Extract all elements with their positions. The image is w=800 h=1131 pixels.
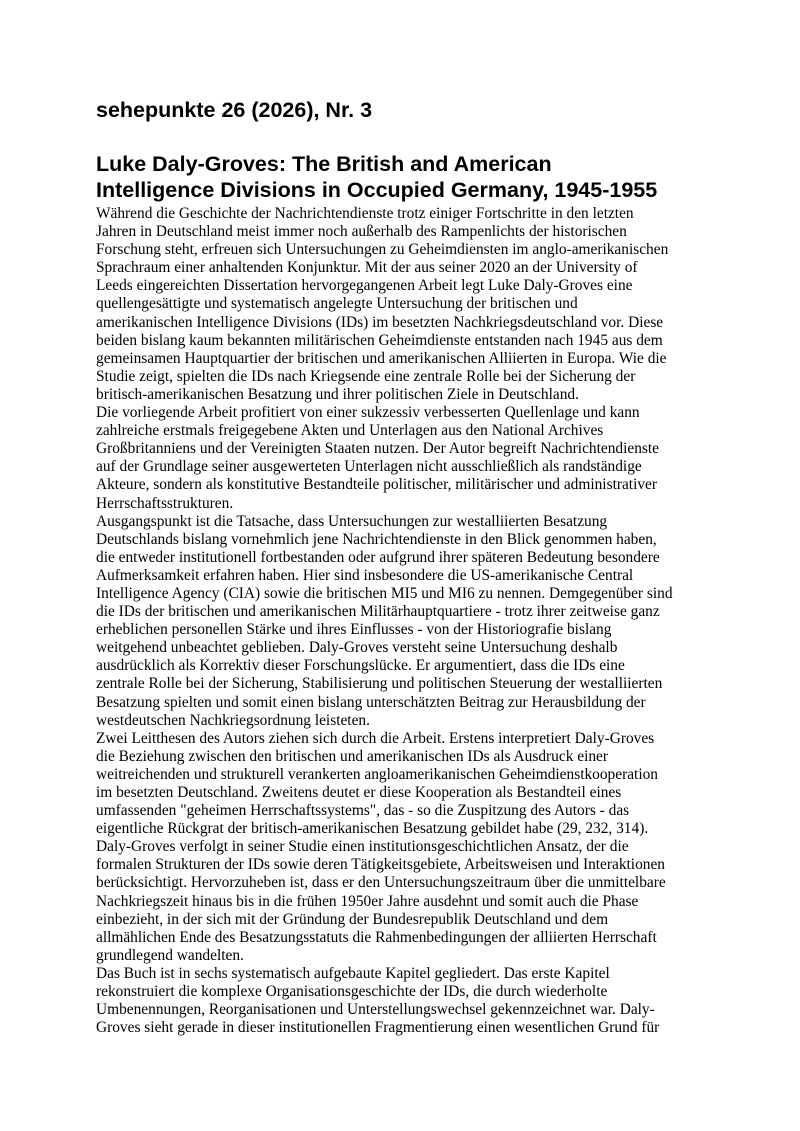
paragraph-line: die Beziehung zwischen den britischen und amerikanischen IDs als Ausdruck einer (96, 747, 609, 765)
paragraph-line: einbezieht, in der sich mit der Gründung der Bundesrepublik Deutschland und dem (96, 910, 609, 928)
paragraph-line: grundlegend wandelten. (96, 946, 244, 964)
paragraph-line: Während die Geschichte der Nachrichtendienste trotz einiger Fortschritte in den letzten (96, 205, 634, 222)
paragraph-line: zahlreiche erstmals freigegebene Akten und Unterlagen aus den National Archives (96, 422, 604, 440)
paragraph-line: Nachkriegszeit hinaus bis in die frühen 1950er Jahre ausdehnt und somit auch die Phase (96, 892, 639, 910)
article-title-line: Intelligence Divisions in Occupied Germany, 1945-1955 (96, 178, 658, 202)
paragraph-line: Akteure, sondern als konstitutive Bestandteile politischer, militärischer und administrativer (96, 476, 658, 494)
paragraph-line: amerikanischen Intelligence Divisions (IDs) im besetzten Nachkriegsdeutschland vor. Diese (96, 313, 664, 331)
article-body (96, 205, 704, 1037)
body-paragraph (96, 965, 704, 1037)
paragraph-line: Ausgangspunkt ist die Tatsache, dass Untersuchungen zur westalliierten Besatzung (96, 512, 608, 530)
paragraph-line: beiden bislang kaum bekannten militärischen Geheimdienste entstanden nach 1945 aus dem (96, 331, 663, 349)
paragraph-line: Studie zeigt, spielten die IDs nach Kriegsende eine zentrale Rolle bei der Sicherung der (96, 367, 636, 385)
journal-issue-heading: sehepunkte 26 (2026), Nr. 3 (96, 98, 373, 122)
paragraph-line: Leeds eingereichten Dissertation hervorgegangenen Arbeit legt Luke Daly-Groves eine (96, 277, 633, 295)
paragraph-line: Umbenennungen, Reorganisationen und Unterstellungswechsel gekennzeichnet war. Daly- (96, 1001, 655, 1019)
paragraph-line: Großbritanniens und der Vereinigten Staaten nutzen. Der Autor begreift Nachrichtendienste (96, 440, 659, 458)
paragraph-line: berücksichtigt. Hervorzuheben ist, dass er den Untersuchungszeitraum über die unmittelbare (96, 874, 666, 892)
body-paragraph (96, 205, 704, 404)
paragraph-line: Besatzung spielten und somit einen bislang unterschätzten Beitrag zur Herausbildung der (96, 693, 646, 711)
paragraph-line: auf der Grundlage seiner ausgewerteten Unterlagen nicht ausschließlich als randständige (96, 458, 642, 476)
paragraph-line: umfassenden "geheimen Herrschaftssystems", das - so die Zuspitzung des Autors - das (96, 802, 630, 820)
paragraph-line: zentrale Rolle bei der Sicherung, Stabilisierung und politischen Steuerung der westalliierten (96, 675, 663, 693)
paragraph-line: Deutschlands bislang vornehmlich jene Nachrichtendienste in den Blick genommen haben, (96, 530, 657, 548)
paragraph-line: quellengesättigte und systematisch angelegte Untersuchung der britischen und (96, 295, 578, 313)
body-paragraph (96, 730, 704, 839)
paragraph-line: die entweder institutionell fortbestanden oder aufgrund ihrer späteren Bedeutung besondere (96, 548, 660, 566)
paragraph-line: Intelligence Agency (CIA) sowie die britischen MI5 und MI6 zu nennen. Demgegenüber sind (96, 584, 673, 602)
paragraph-line: westdeutschen Nachkriegsordnung leisteten. (96, 711, 370, 729)
paragraph-line: allmählichen Ende des Besatzungsstatuts die Rahmenbedingungen der alliierten Herrschaft (96, 928, 657, 946)
paragraph-line: Aufmerksamkeit erfahren haben. Hier sind insbesondere die US-amerikanische Central (96, 566, 634, 584)
paragraph-line: Daly-Groves verfolgt in seiner Studie einen institutionsgeschichtlichen Ansatz, der die (96, 838, 629, 856)
body-paragraph (96, 513, 704, 730)
paragraph-line: im besetzten Deutschland. Zweitens deutet er diese Kooperation als Bestandteil eines (96, 784, 622, 801)
paragraph-line: erheblichen personellen Stärke und ihres Einflusses - von der Historiografie bislang (96, 621, 612, 639)
paragraph-line: gemeinsamen Hauptquartier der britischen und amerikanischen Alliierten in Europa. Wie die (96, 349, 667, 367)
paragraph-line: formalen Strukturen der IDs sowie deren Tätigkeitsgebiete, Arbeitsweisen und Interaktionen (96, 856, 666, 874)
paragraph-line: weitreichenden und strukturell verankerten angloamerikanischen Geheimdienstkooperation (96, 765, 658, 783)
body-paragraph (96, 404, 704, 513)
paragraph-line: weitgehend unbeachtet geblieben. Daly-Groves versteht seine Untersuchung deshalb (96, 639, 618, 657)
paragraph-line: rekonstruiert die komplexe Organisationsgeschichte der IDs, die durch wiederholte (96, 983, 608, 1001)
paragraph-line: Herrschaftsstrukturen. (96, 494, 234, 512)
paragraph-line: ausdrücklich als Korrektiv dieser Forschungslücke. Er argumentiert, dass die IDs eine (96, 657, 625, 675)
paragraph-line: Groves sieht gerade in dieser institutionellen Fragmentierung einen wesentlichen Grund für (96, 1019, 660, 1037)
article-title (96, 151, 716, 203)
paragraph-line: Die vorliegende Arbeit profitiert von einer sukzessiv verbesserten Quellenlage und kann (96, 404, 640, 422)
paragraph-line: Zwei Leitthesen des Autors ziehen sich durch die Arbeit. Erstens interpretiert Daly-Groves (96, 729, 655, 747)
paragraph-line: Das Buch ist in sechs systematisch aufgebaute Kapitel gegliedert. Das erste Kapitel (96, 964, 610, 982)
paragraph-line: Sprachraum einer anhaltenden Konjunktur. Mit der aus seiner 2020 an der University of (96, 259, 638, 277)
paragraph-line: Forschung steht, erfreuen sich Untersuchungen zu Geheimdiensten im anglo-amerikanischen (96, 241, 669, 259)
paragraph-line: die IDs der britischen und amerikanischen Militärhauptquartiere - trotz ihrer zeitweise ganz (96, 603, 660, 621)
body-paragraph (96, 838, 704, 965)
paragraph-line: Jahren in Deutschland meist immer noch außerhalb des Rampenlichts der historischen (96, 223, 627, 241)
article-title-line: Luke Daly-Groves: The British and American (96, 152, 552, 176)
paragraph-line: britisch-amerikanischen Besatzung und ihrer politischen Ziele in Deutschland. (96, 385, 579, 403)
paragraph-line: eigentliche Rückgrat der britisch-amerikanischen Besatzung gebildet habe (29, 232, 314). (96, 820, 649, 838)
